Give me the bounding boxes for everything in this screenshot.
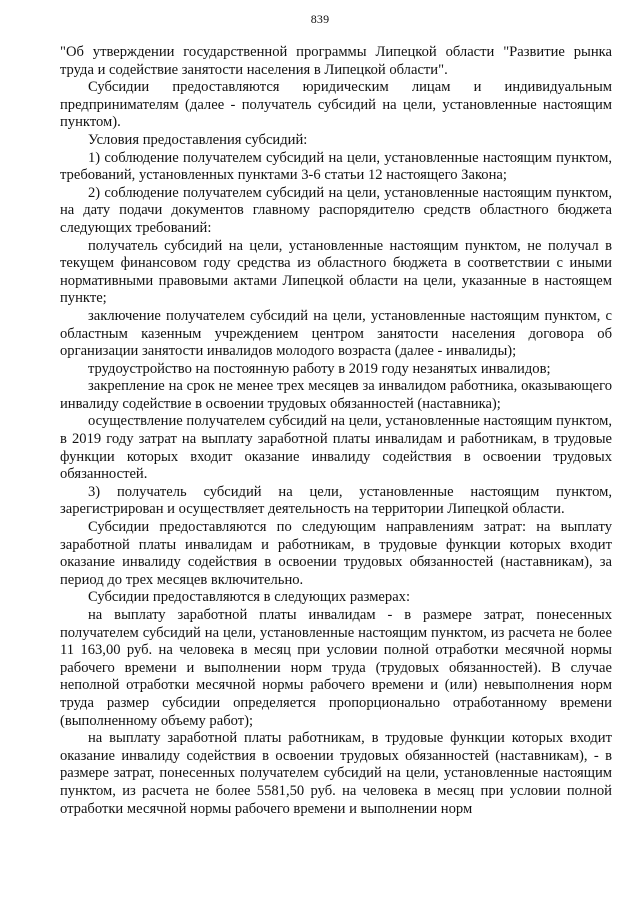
paragraph: закрепление на срок не менее трех месяцев за инвалидом работника, оказывающего инвалиду содействие в освоении трудовых обязанностей (наставника);: [60, 378, 612, 412]
paragraph: 3) получатель субсидий на цели, установленные настоящим пунктом, зарегистрирован и осуществляет деятельность на территории Липецкой области.: [60, 483, 612, 518]
paragraph: трудоустройство на постоянную работу в 2019 году незанятых инвалидов;: [88, 360, 551, 377]
paragraph: Условия предоставления субсидий:: [88, 131, 308, 148]
paragraph: Субсидии предоставляются в следующих размерах:: [88, 589, 411, 606]
paragraph: Субсидии предоставляются юридическим лицам и индивидуальным предпринимателям (далее - получатель субсидий на цели, установленные настоящим пунктом).: [60, 79, 612, 131]
paragraph: получатель субсидий на цели, установленные настоящим пунктом, не получал в текущем финансовом году средства из областного бюджета в соответствии с иными нормативными правовыми актами Липецкой области на цели, указанные в настоящем пункте;: [60, 237, 612, 307]
page-number: 839: [310, 12, 330, 26]
paragraph: на выплату заработной платы работникам, в трудовые функции которых входит оказание инвалиду содействия в освоении трудовых обязанностей (наставникам), - в размере затрат, понесенных получателем субсидий на цели, установленные настоящим пунктом, из расчета не более 5581,50 руб. на человека в месяц при условии полной отработки месячной нормы рабочего времени и выполнении норм: [60, 730, 612, 817]
paragraph: "Об утверждении государственной программы Липецкой области "Развитие рынка труда и содействие занятости населения в Липецкой области".: [60, 44, 612, 78]
paragraph: заключение получателем субсидий на цели, установленные настоящим пунктом, с областным казенным учреждением центром занятости населения договора об организации занятости инвалидов молодого возраста (далее - инвалиды);: [60, 307, 612, 360]
paragraph: Субсидии предоставляются по следующим направлениям затрат: на выплату заработной платы инвалидам и работникам, в трудовые функции которых входит оказание инвалиду содействия в освоении трудовых обязанностей (наставникам), за период до трех месяцев включительно.: [60, 519, 612, 588]
paragraph: 2) соблюдение получателем субсидий на цели, установленные настоящим пунктом, на дату подачи документов главному распорядителю средств областного бюджета следующих требований:: [60, 184, 612, 236]
document-body: [60, 44, 612, 818]
paragraph: 1) соблюдение получателем субсидий на цели, установленные настоящим пунктом, требований, установленных пунктами 3-6 статьи 12 настоящего Закона;: [60, 149, 612, 184]
paragraph: осуществление получателем субсидий на цели, установленные настоящим пунктом, в 2019 году затрат на выплату заработной платы инвалидам и работникам, в трудовые функции которых входит оказание инвалиду содействия в освоении трудовых обязанностей.: [60, 413, 612, 483]
paragraph: на выплату заработной платы инвалидам - в размере затрат, понесенных получателем субсидий на цели, установленные настоящим пунктом, из расчета не более 11 163,00 руб. на человека в месяц при условии полной отработки месячной нормы рабочего времени и выполнении норм труда (трудовых обязанностей). В случае неполной отработки месячной нормы рабочего времени и (или) невыполнения норм труда размер субсидии определяется пропорционально отработанному времени (выполненному объему работ);: [60, 607, 612, 729]
